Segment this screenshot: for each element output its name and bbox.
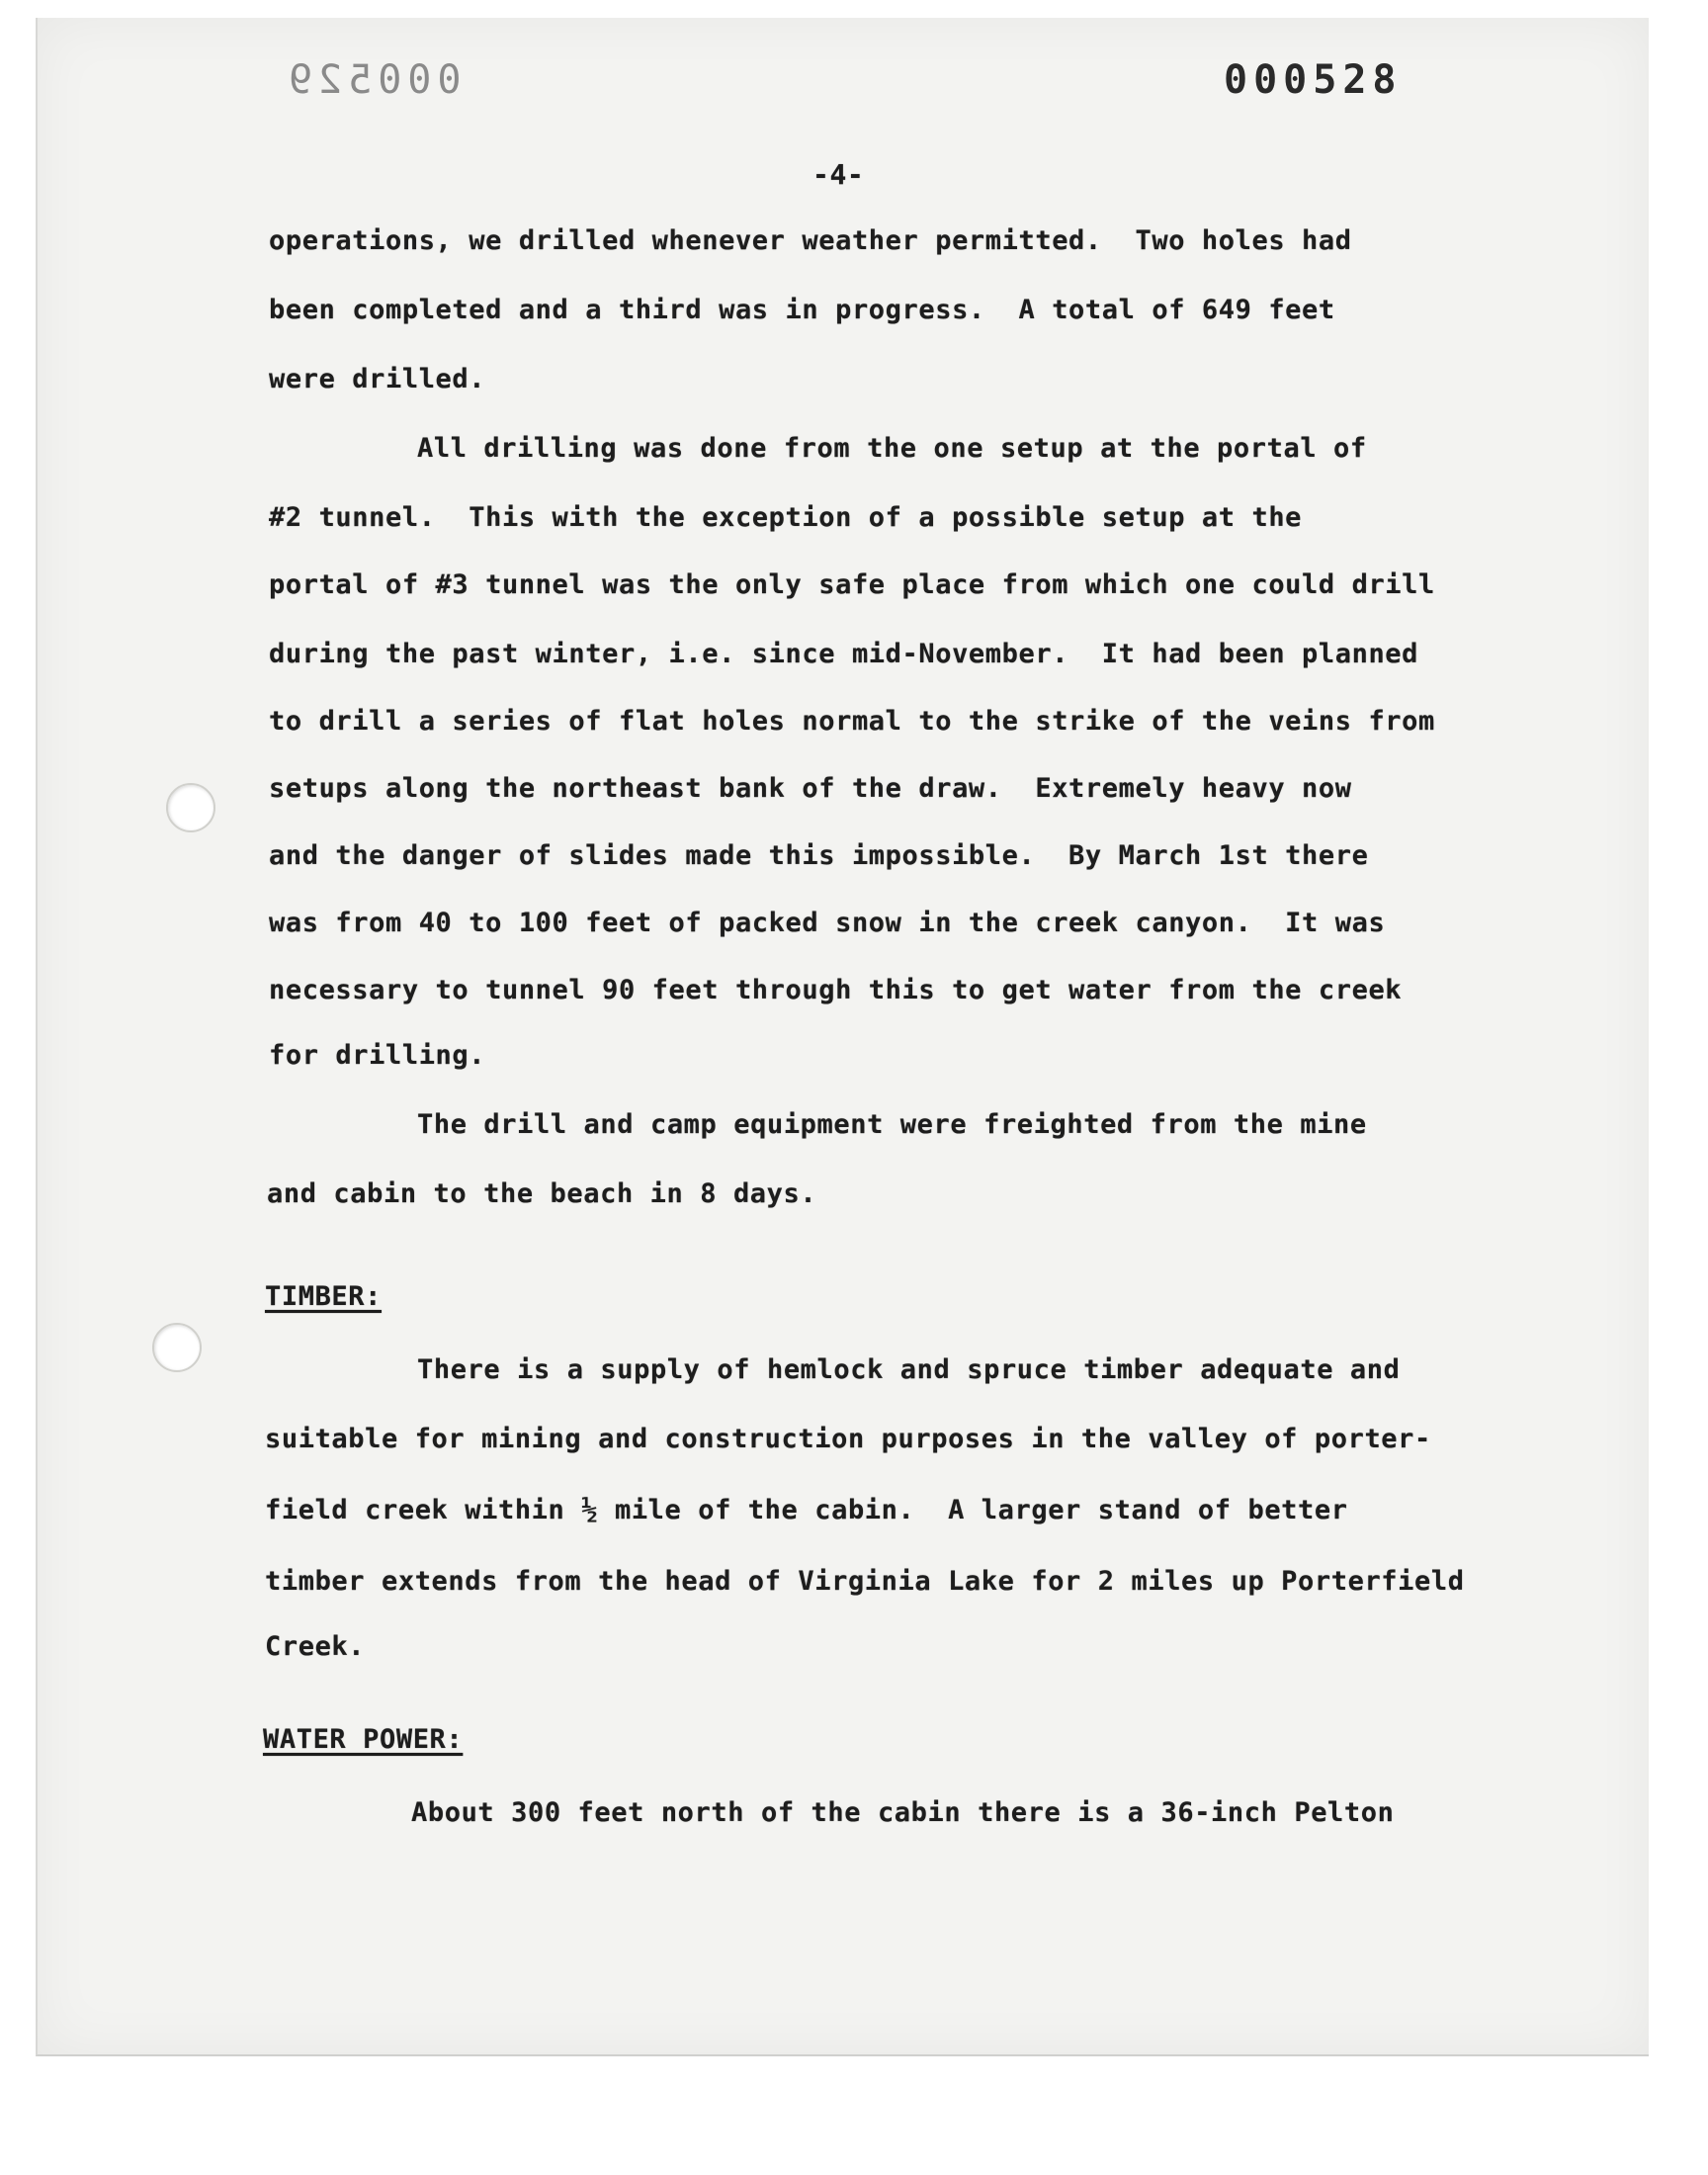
text-line: portal of #3 tunnel was the only safe place from which one could drill xyxy=(269,569,1435,600)
text-line: #2 tunnel. This with the exception of a possible setup at the xyxy=(269,502,1303,533)
text-line: for drilling. xyxy=(269,1040,486,1071)
text-line: was from 40 to 100 feet of packed snow in the creek canyon. It was xyxy=(269,908,1386,938)
page-number: -4- xyxy=(812,158,865,191)
section-heading-timber: TIMBER: xyxy=(265,1281,382,1312)
document-number: 000528 xyxy=(1224,57,1403,103)
text-line: The drill and camp equipment were freighted from the mine xyxy=(417,1109,1367,1140)
text-line: field creek within ½ mile of the cabin. A larger stand of better xyxy=(265,1495,1348,1525)
text-line: About 300 feet north of the cabin there is a 36-inch Pelton xyxy=(411,1797,1395,1828)
text-line: All drilling was done from the one setup at the portal of xyxy=(417,433,1367,464)
text-line: timber extends from the head of Virginia Lake for 2 miles up Porterfield xyxy=(265,1566,1465,1597)
section-heading-water-power: WATER POWER: xyxy=(263,1724,464,1755)
text-line: and the danger of slides made this impossible. By March 1st there xyxy=(269,840,1369,871)
text-line: suitable for mining and construction purposes in the valley of porter- xyxy=(265,1424,1431,1454)
punch-hole xyxy=(152,1323,202,1372)
text-line: setups along the northeast bank of the draw. Extremely heavy now xyxy=(269,773,1352,804)
text-line: operations, we drilled whenever weather permitted. Two holes had xyxy=(269,225,1352,256)
text-line: Creek. xyxy=(265,1631,366,1662)
text-line: been completed and a third was in progress. A total of 649 feet xyxy=(269,295,1335,325)
text-line: were drilled. xyxy=(269,364,486,394)
text-line: There is a supply of hemlock and spruce timber adequate and xyxy=(417,1354,1401,1385)
text-line: during the past winter, i.e. since mid-November. It had been planned xyxy=(269,639,1419,669)
punch-hole xyxy=(166,783,215,832)
text-line: and cabin to the beach in 8 days. xyxy=(267,1178,817,1209)
mirrored-document-number: 000529 xyxy=(283,57,462,103)
text-line: necessary to tunnel 90 feet through this to get water from the creek xyxy=(269,975,1403,1005)
text-line: to drill a series of flat holes normal to the strike of the veins from xyxy=(269,706,1435,737)
